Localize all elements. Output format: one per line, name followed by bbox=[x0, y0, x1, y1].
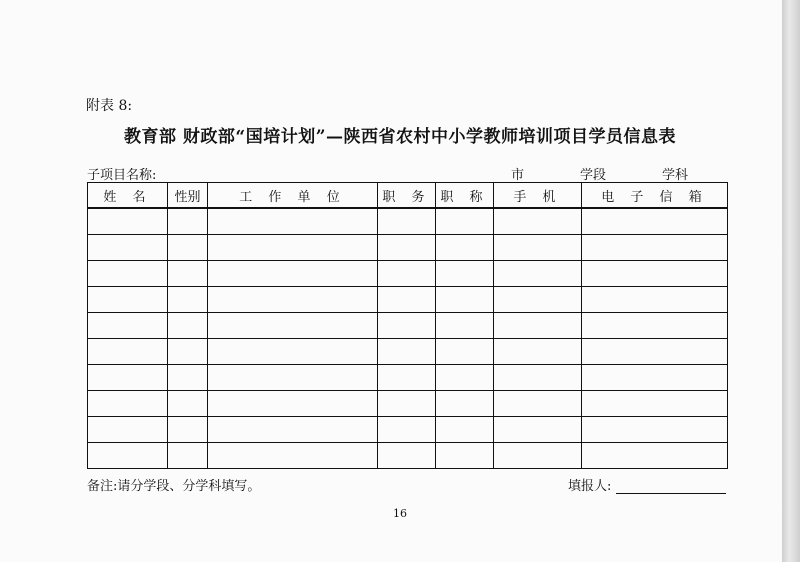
stage-suffix: 学段 bbox=[580, 168, 607, 183]
subject-blank[interactable] bbox=[610, 168, 662, 183]
table-cell[interactable] bbox=[494, 287, 582, 313]
table-cell[interactable] bbox=[494, 391, 582, 417]
table-cell[interactable] bbox=[436, 391, 494, 417]
table-cell[interactable] bbox=[208, 339, 378, 365]
stage-blank[interactable] bbox=[528, 168, 580, 183]
table-cell[interactable] bbox=[436, 365, 494, 391]
subproject-row bbox=[87, 164, 321, 183]
student-info-table bbox=[87, 182, 728, 469]
page-number: 16 bbox=[393, 507, 407, 520]
table-cell[interactable] bbox=[582, 339, 728, 365]
table-cell[interactable] bbox=[208, 443, 378, 469]
table-cell[interactable] bbox=[208, 235, 378, 261]
table-cell[interactable] bbox=[168, 417, 208, 443]
table-cell[interactable] bbox=[168, 287, 208, 313]
table-cell[interactable] bbox=[168, 365, 208, 391]
table-cell[interactable] bbox=[378, 208, 436, 235]
city-blank[interactable] bbox=[477, 168, 511, 183]
table-cell[interactable] bbox=[378, 391, 436, 417]
table-cell[interactable] bbox=[208, 261, 378, 287]
table-cell[interactable] bbox=[494, 417, 582, 443]
note: 备注:请分学段、分学科填写。 bbox=[87, 479, 261, 494]
table-cell[interactable] bbox=[494, 339, 582, 365]
table-cell[interactable] bbox=[208, 287, 378, 313]
header-email: 电 子 信 箱 bbox=[582, 183, 728, 209]
table-row bbox=[88, 208, 728, 235]
table-cell[interactable] bbox=[494, 443, 582, 469]
table-cell[interactable] bbox=[436, 208, 494, 235]
table-cell[interactable] bbox=[582, 208, 728, 235]
table-cell[interactable] bbox=[494, 313, 582, 339]
table-cell[interactable] bbox=[378, 313, 436, 339]
page-edge bbox=[782, 0, 800, 562]
city-suffix: 市 bbox=[511, 168, 525, 183]
table-cell[interactable] bbox=[208, 365, 378, 391]
form-title: 教育部 财政部“国培计划”—陕西省农村中小学教师培训项目学员信息表 bbox=[124, 127, 676, 147]
table-cell[interactable] bbox=[582, 313, 728, 339]
table-cell[interactable] bbox=[88, 339, 168, 365]
table-cell[interactable] bbox=[378, 365, 436, 391]
table-cell[interactable] bbox=[378, 287, 436, 313]
subproject-blank[interactable] bbox=[169, 168, 321, 183]
table-row bbox=[88, 365, 728, 391]
table-row bbox=[88, 287, 728, 313]
table-row bbox=[88, 235, 728, 261]
table-cell[interactable] bbox=[582, 443, 728, 469]
table-cell[interactable] bbox=[436, 235, 494, 261]
table-row bbox=[88, 391, 728, 417]
subproject-label: 子项目名称: bbox=[87, 168, 157, 183]
header-name: 姓 名 bbox=[88, 183, 168, 209]
table-cell[interactable] bbox=[88, 235, 168, 261]
table-cell[interactable] bbox=[582, 365, 728, 391]
table-cell[interactable] bbox=[436, 287, 494, 313]
region-row bbox=[477, 164, 688, 183]
table-cell[interactable] bbox=[436, 261, 494, 287]
table-cell[interactable] bbox=[436, 313, 494, 339]
table-cell[interactable] bbox=[436, 339, 494, 365]
table-cell[interactable] bbox=[494, 261, 582, 287]
table-row bbox=[88, 339, 728, 365]
table-row bbox=[88, 443, 728, 469]
table-cell[interactable] bbox=[378, 261, 436, 287]
table-cell[interactable] bbox=[582, 287, 728, 313]
table-cell[interactable] bbox=[88, 313, 168, 339]
filler-row bbox=[568, 475, 726, 494]
header-title: 职 称 bbox=[436, 183, 494, 209]
table-cell[interactable] bbox=[378, 235, 436, 261]
appendix-label: 附表 8: bbox=[86, 98, 133, 114]
filler-blank[interactable] bbox=[616, 479, 726, 494]
table-row bbox=[88, 261, 728, 287]
header-position: 职 务 bbox=[378, 183, 436, 209]
subject-suffix: 学科 bbox=[662, 168, 689, 183]
table-cell[interactable] bbox=[378, 417, 436, 443]
header-gender: 性别 bbox=[168, 183, 208, 209]
table-cell[interactable] bbox=[168, 208, 208, 235]
table-cell[interactable] bbox=[168, 391, 208, 417]
table-cell[interactable] bbox=[88, 208, 168, 235]
table-cell[interactable] bbox=[88, 417, 168, 443]
table-cell[interactable] bbox=[378, 443, 436, 469]
table-row bbox=[88, 313, 728, 339]
table-cell[interactable] bbox=[88, 287, 168, 313]
table-cell[interactable] bbox=[88, 365, 168, 391]
table-cell[interactable] bbox=[494, 235, 582, 261]
table-cell[interactable] bbox=[208, 313, 378, 339]
table-cell[interactable] bbox=[88, 391, 168, 417]
table-cell[interactable] bbox=[88, 443, 168, 469]
table-cell[interactable] bbox=[582, 391, 728, 417]
table-cell[interactable] bbox=[208, 417, 378, 443]
table-header-row bbox=[88, 183, 728, 209]
table-cell[interactable] bbox=[436, 443, 494, 469]
table-cell[interactable] bbox=[494, 365, 582, 391]
header-mobile: 手 机 bbox=[494, 183, 582, 209]
table-cell[interactable] bbox=[208, 208, 378, 235]
table-cell[interactable] bbox=[582, 261, 728, 287]
table-cell[interactable] bbox=[168, 443, 208, 469]
table-row bbox=[88, 417, 728, 443]
table-cell[interactable] bbox=[168, 313, 208, 339]
table-cell[interactable] bbox=[208, 391, 378, 417]
table-cell[interactable] bbox=[436, 417, 494, 443]
table-cell[interactable] bbox=[168, 339, 208, 365]
table-cell[interactable] bbox=[378, 339, 436, 365]
header-work-unit: 工 作 单 位 bbox=[208, 183, 378, 209]
table-cell[interactable] bbox=[168, 261, 208, 287]
table-cell[interactable] bbox=[494, 208, 582, 235]
table-cell[interactable] bbox=[582, 235, 728, 261]
filler-label: 填报人: bbox=[568, 479, 612, 494]
table-cell[interactable] bbox=[88, 261, 168, 287]
table-cell[interactable] bbox=[168, 235, 208, 261]
table-cell[interactable] bbox=[582, 417, 728, 443]
